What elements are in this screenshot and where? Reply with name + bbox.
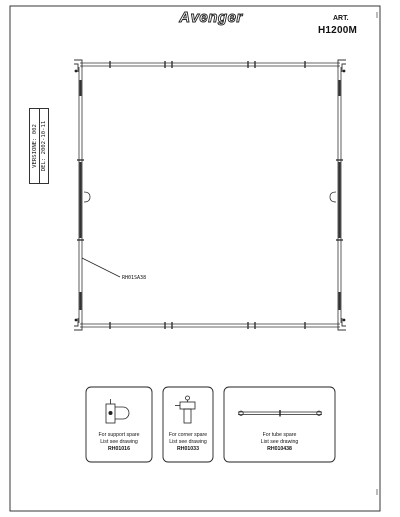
- tube-caption: [224, 432, 335, 453]
- frame-plan: [74, 60, 346, 330]
- revision-box: [29, 108, 49, 184]
- corner-caption-text: For corner spare List see drawing: [168, 432, 208, 445]
- corner-clamp-spare-icon: [175, 396, 195, 423]
- revision-date: DEL: 2002-10-11: [40, 120, 47, 172]
- revision-date-cell: [39, 109, 48, 183]
- callout-leader: [82, 258, 120, 277]
- support-bracket-icon: [106, 399, 129, 423]
- tube-code: RH010438: [267, 446, 292, 452]
- tube-caption-text: For tube spare List see drawing: [260, 432, 299, 445]
- support-code: RH01016: [108, 446, 130, 452]
- brand-logo: Avenger: [179, 9, 243, 26]
- article-label: ART.: [333, 15, 349, 22]
- support-caption: [86, 432, 152, 453]
- article-code: H1200M: [318, 25, 357, 36]
- corner-code: RH01033: [177, 446, 199, 452]
- corner-caption: [163, 432, 213, 453]
- tube-rod-icon: [238, 410, 322, 417]
- frame-callout-label: RH01SA38: [122, 275, 147, 281]
- revision-version: VERSIONE: 002: [31, 124, 38, 168]
- support-caption-text: For support spare List see drawing: [98, 432, 140, 445]
- corner-clamp-icon: [75, 70, 346, 322]
